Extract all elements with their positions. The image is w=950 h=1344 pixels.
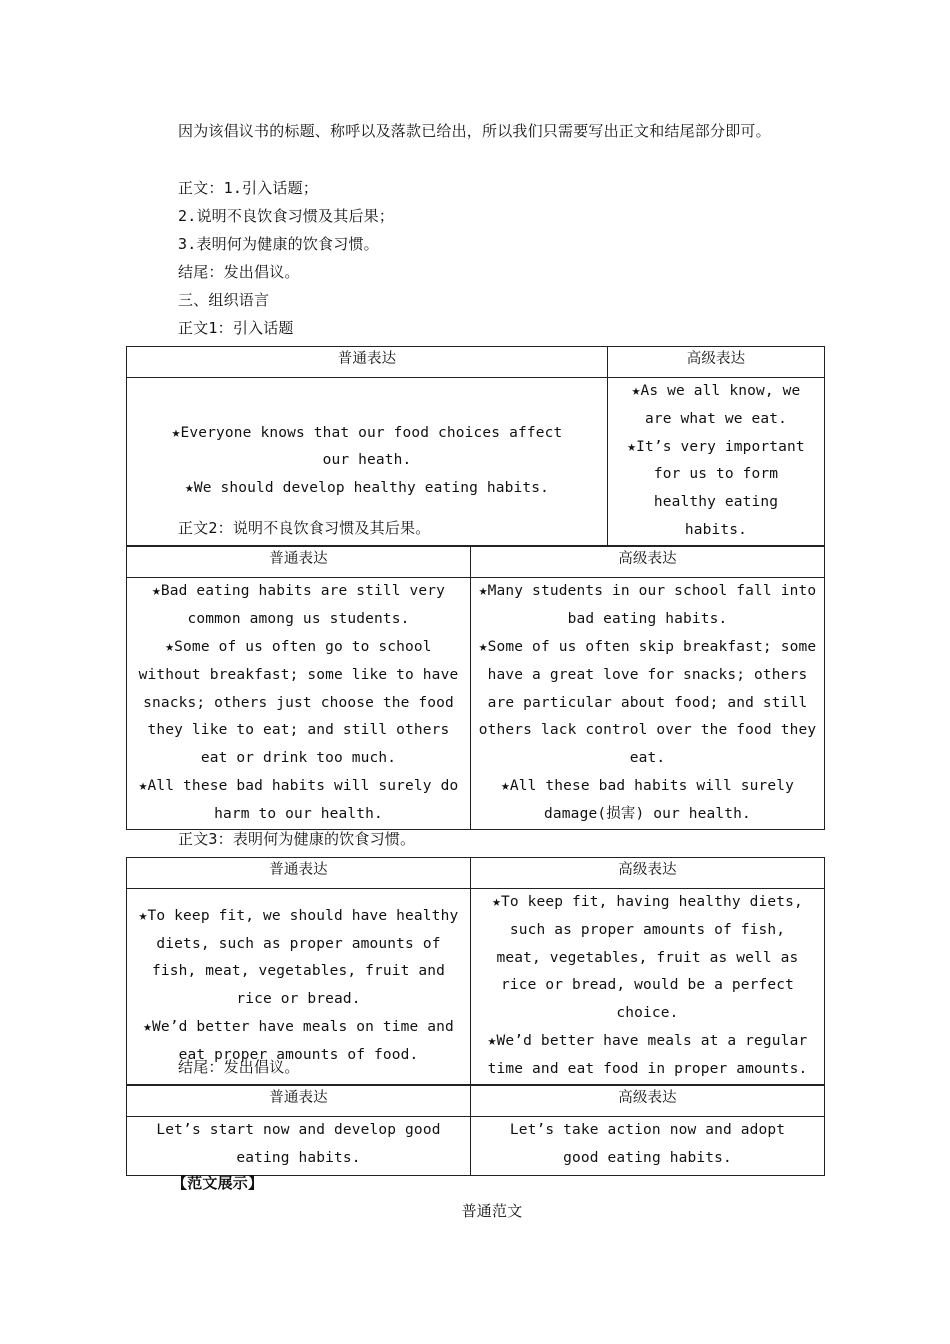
advanced-expression: ★As we all know, we are what we eat. — [631, 383, 801, 427]
advanced-expression: ★Some of us often skip breakfast; some have a great love for snacks; others are particular about food; and still others lack control over the food they eat. — [478, 639, 817, 767]
expression-table-2 — [126, 546, 825, 830]
plain-expression: ★Bad eating habits are still very common among us students. — [151, 583, 446, 628]
body-outline-2: 2.说明不良饮食习惯及其后果； — [178, 207, 395, 225]
column-header-advanced: 高级表达 — [471, 858, 825, 889]
body-outline-3: 3.表明何为健康的饮食习惯。 — [178, 235, 379, 253]
body-outline-1: 正文：1.引入话题； — [178, 179, 319, 197]
advanced-cell — [471, 889, 825, 1085]
advanced-cell — [471, 578, 825, 830]
section-title-2: 正文2：说明不良饮食习惯及其后果。 — [178, 519, 431, 537]
advanced-cell — [471, 1117, 825, 1176]
advanced-expression: ★We’d better have meals at a regular time and eat food in proper amounts. — [487, 1032, 808, 1077]
section-title-1: 正文1：引入话题 — [178, 319, 294, 337]
advanced-expression: ★It’s very important for us to form healthy eating habits. — [627, 438, 805, 538]
column-header-plain: 普通表达 — [127, 1086, 471, 1117]
plain-expression: ★We should develop healthy eating habits. — [184, 480, 550, 497]
plain-expression: ★All these bad habits will surely do harm to our health. — [138, 777, 459, 822]
plain-cell — [127, 1117, 471, 1176]
plain-expression: ★We’d better have meals on time and eat proper amounts of food. — [143, 1019, 454, 1063]
plain-cell — [127, 578, 471, 830]
advanced-cell — [608, 378, 825, 546]
column-header-plain: 普通表达 — [127, 347, 608, 378]
plain-expression: ★To keep fit, we should have healthy diets, such as proper amounts of fish, meat, vegetables, fruit and rice or bread. — [138, 907, 459, 1008]
expression-table-3 — [126, 857, 825, 1085]
advanced-expression: ★To keep fit, having healthy diets, such as proper amounts of fish, meat, vegetables, fruit as well as rice or bread, would be a perfect choice. — [492, 894, 803, 1022]
intro-paragraph: 因为该倡议书的标题、称呼以及落款已给出，所以我们只需要写出正文和结尾部分即可。 — [178, 122, 771, 140]
section-heading: 三、组织语言 — [178, 291, 270, 309]
advanced-expression: ★All these bad habits will surely damage(损害) our health. — [500, 777, 795, 822]
column-header-advanced: 高级表达 — [608, 347, 825, 378]
plain-cell — [127, 889, 471, 1085]
section-title-4: 结尾：发出倡议。 — [178, 1058, 300, 1076]
plain-expression: ★Some of us often go to school without breakfast; some like to have snacks; others just choose the food they like to eat; and still others eat or drink too much. — [138, 639, 459, 767]
column-header-advanced: 高级表达 — [471, 1086, 825, 1117]
expression-table-1 — [126, 346, 825, 546]
column-header-plain: 普通表达 — [127, 858, 471, 889]
expression-table-4 — [126, 1085, 825, 1176]
plain-expression: Let’s start now and develop good eating habits. — [156, 1122, 441, 1166]
ending-outline: 结尾：发出倡议。 — [178, 263, 300, 281]
column-header-plain: 普通表达 — [127, 547, 471, 578]
advanced-expression: ★Many students in our school fall into bad eating habits. — [478, 583, 817, 628]
column-header-advanced: 高级表达 — [471, 547, 825, 578]
sample-heading: 【范文展示】 — [172, 1174, 264, 1192]
plain-expression: ★Everyone knows that our food choices affect our heath. — [171, 424, 563, 469]
sample-subtitle: 普通范文 — [461, 1202, 523, 1220]
section-title-3: 正文3：表明何为健康的饮食习惯。 — [178, 830, 416, 848]
advanced-expression: Let’s take action now and adopt good eating habits. — [509, 1122, 786, 1166]
